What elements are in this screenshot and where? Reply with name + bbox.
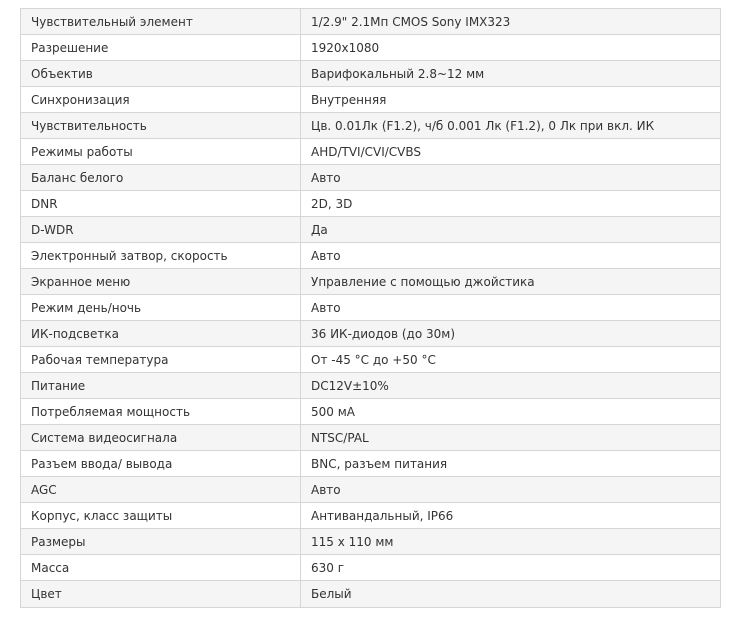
value-cell: Авто (301, 295, 721, 321)
table-row (21, 61, 721, 87)
value-cell: Авто (301, 477, 721, 503)
table-row (21, 581, 721, 608)
value-cell: От -45 °C до +50 °C (301, 347, 721, 373)
param-cell: Масса (21, 555, 301, 581)
param-cell: Баланс белого (21, 165, 301, 191)
table-row (21, 87, 721, 113)
table-row (21, 451, 721, 477)
param-cell: D-WDR (21, 217, 301, 243)
table-row (21, 165, 721, 191)
param-cell: Синхронизация (21, 87, 301, 113)
param-cell: Цвет (21, 581, 301, 608)
table-row (21, 503, 721, 529)
value-cell: 500 мА (301, 399, 721, 425)
value-cell: DC12V±10% (301, 373, 721, 399)
table-row (21, 35, 721, 61)
table-row (21, 347, 721, 373)
param-cell: Режим день/ночь (21, 295, 301, 321)
param-cell: ИК-подсветка (21, 321, 301, 347)
value-cell: Белый (301, 581, 721, 608)
table-row (21, 555, 721, 581)
param-cell: Корпус, класс защиты (21, 503, 301, 529)
value-cell: Цв. 0.01Лк (F1.2), ч/б 0.001 Лк (F1.2), 0 Лк при вкл. ИК (301, 113, 721, 139)
value-cell: NTSC/PAL (301, 425, 721, 451)
value-cell: 1/2.9" 2.1Мп CMOS Sony IMX323 (301, 9, 721, 35)
table-row (21, 243, 721, 269)
param-cell: Объектив (21, 61, 301, 87)
param-cell: Экранное меню (21, 269, 301, 295)
param-cell: Система видеосигнала (21, 425, 301, 451)
param-cell: Размеры (21, 529, 301, 555)
table-row (21, 399, 721, 425)
param-cell: Разрешение (21, 35, 301, 61)
table-row (21, 269, 721, 295)
table-row (21, 113, 721, 139)
value-cell: Варифокальный 2.8~12 мм (301, 61, 721, 87)
spec-table-body (21, 9, 721, 608)
value-cell: 630 г (301, 555, 721, 581)
spec-table (20, 8, 721, 608)
value-cell: Внутренняя (301, 87, 721, 113)
param-cell: Питание (21, 373, 301, 399)
table-row (21, 529, 721, 555)
value-cell: AHD/TVI/CVI/CVBS (301, 139, 721, 165)
value-cell: 36 ИК-диодов (до 30м) (301, 321, 721, 347)
param-cell: Чувствительность (21, 113, 301, 139)
param-cell: Потребляемая мощность (21, 399, 301, 425)
table-row (21, 217, 721, 243)
table-row (21, 9, 721, 35)
table-row (21, 191, 721, 217)
param-cell: Чувствительный элемент (21, 9, 301, 35)
value-cell: 1920x1080 (301, 35, 721, 61)
param-cell: AGC (21, 477, 301, 503)
value-cell: Антивандальный, IP66 (301, 503, 721, 529)
table-row (21, 373, 721, 399)
value-cell: Авто (301, 243, 721, 269)
param-cell: Электронный затвор, скорость (21, 243, 301, 269)
table-row (21, 295, 721, 321)
table-row (21, 139, 721, 165)
param-cell: Разъем ввода/ вывода (21, 451, 301, 477)
value-cell: 2D, 3D (301, 191, 721, 217)
param-cell: Рабочая температура (21, 347, 301, 373)
value-cell: Авто (301, 165, 721, 191)
table-row (21, 477, 721, 503)
table-row (21, 321, 721, 347)
value-cell: 115 x 110 мм (301, 529, 721, 555)
table-row (21, 425, 721, 451)
value-cell: BNC, разъем питания (301, 451, 721, 477)
value-cell: Управление с помощью джойстика (301, 269, 721, 295)
param-cell: DNR (21, 191, 301, 217)
param-cell: Режимы работы (21, 139, 301, 165)
value-cell: Да (301, 217, 721, 243)
